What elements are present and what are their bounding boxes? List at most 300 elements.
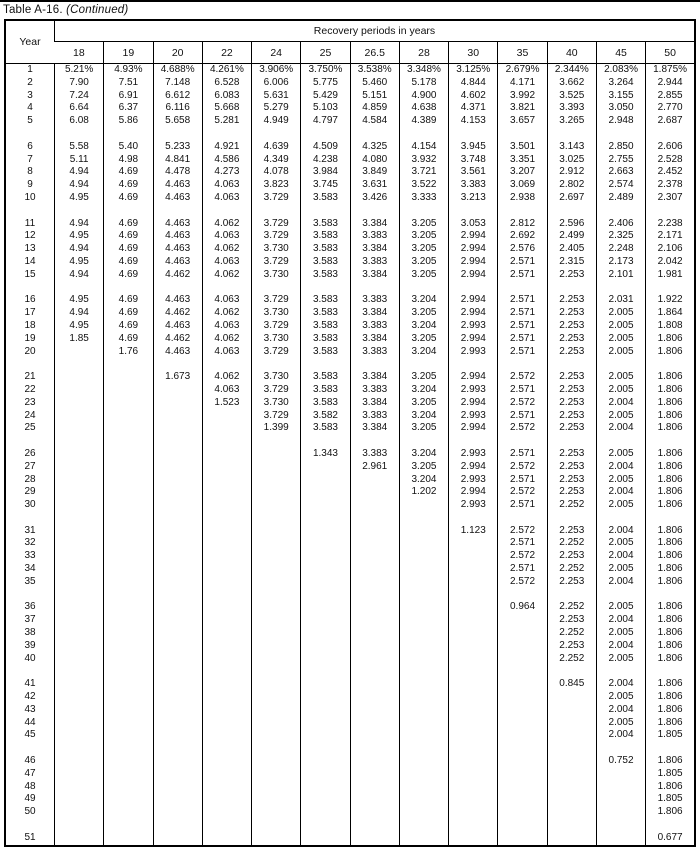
value-cell: 3.984 bbox=[301, 166, 350, 179]
spacer-cell bbox=[547, 358, 596, 371]
value-cell: 2.005 bbox=[596, 537, 645, 550]
value-cell bbox=[153, 499, 202, 512]
value-cell bbox=[350, 614, 399, 627]
table-row-year-43 bbox=[5, 704, 695, 717]
value-cell: 2.173 bbox=[596, 256, 645, 269]
spacer-cell bbox=[104, 665, 153, 678]
table-title bbox=[3, 4, 700, 16]
spacer-cell bbox=[596, 128, 645, 141]
value-cell: 2.005 bbox=[596, 653, 645, 666]
value-cell bbox=[301, 768, 350, 781]
table-row-year-16 bbox=[5, 294, 695, 307]
spacer-cell bbox=[547, 665, 596, 678]
value-cell: 2.993 bbox=[449, 410, 498, 423]
column-header-25: 25 bbox=[301, 42, 350, 64]
value-cell: 4.463 bbox=[153, 230, 202, 243]
value-cell bbox=[498, 640, 547, 653]
spacer-cell bbox=[646, 358, 695, 371]
value-cell: 4.900 bbox=[399, 90, 448, 103]
value-cell: 2.004 bbox=[596, 678, 645, 691]
value-cell bbox=[55, 640, 104, 653]
value-cell: 2.571 bbox=[498, 333, 547, 346]
value-cell bbox=[104, 550, 153, 563]
spacer-cell bbox=[55, 128, 104, 141]
value-cell: 2.571 bbox=[498, 410, 547, 423]
value-cell: 6.528 bbox=[202, 77, 251, 90]
value-cell: 2.253 bbox=[547, 474, 596, 487]
value-cell bbox=[153, 537, 202, 550]
spacer-cell bbox=[55, 512, 104, 525]
spacer-cell bbox=[449, 742, 498, 755]
value-cell bbox=[104, 768, 153, 781]
spacer-cell bbox=[498, 819, 547, 832]
value-cell bbox=[202, 691, 251, 704]
year-cell: 32 bbox=[24, 537, 36, 549]
value-cell bbox=[498, 614, 547, 627]
value-cell bbox=[350, 678, 399, 691]
value-cell bbox=[252, 640, 301, 653]
value-cell: 4.463 bbox=[153, 243, 202, 256]
spacer-cell bbox=[449, 128, 498, 141]
value-cell: 2.315 bbox=[547, 256, 596, 269]
value-cell: 3.204 bbox=[399, 410, 448, 423]
value-cell: 3.205 bbox=[399, 422, 448, 435]
value-cell: 6.612 bbox=[153, 90, 202, 103]
value-cell: 0.677 bbox=[646, 832, 695, 846]
value-cell bbox=[104, 563, 153, 576]
value-cell bbox=[350, 832, 399, 846]
depreciation-table bbox=[4, 19, 696, 847]
table-header bbox=[5, 20, 695, 64]
spacer-cell bbox=[449, 282, 498, 295]
spacer-cell bbox=[5, 665, 55, 678]
value-cell: 3.383 bbox=[350, 410, 399, 423]
value-cell: 5.11 bbox=[55, 154, 104, 167]
value-cell: 3.729 bbox=[252, 410, 301, 423]
table-row-year-1 bbox=[5, 64, 695, 77]
value-cell bbox=[350, 474, 399, 487]
spacer-cell bbox=[301, 589, 350, 602]
value-cell bbox=[153, 729, 202, 742]
value-cell: 4.841 bbox=[153, 154, 202, 167]
table-row-year-48 bbox=[5, 781, 695, 794]
value-cell: 3.932 bbox=[399, 154, 448, 167]
value-cell: 3.025 bbox=[547, 154, 596, 167]
value-cell: 5.281 bbox=[202, 115, 251, 128]
value-cell: 3.204 bbox=[399, 294, 448, 307]
value-cell bbox=[153, 806, 202, 819]
value-cell bbox=[301, 806, 350, 819]
value-cell bbox=[449, 755, 498, 768]
value-cell bbox=[55, 678, 104, 691]
value-cell: 3.204 bbox=[399, 320, 448, 333]
value-cell: 4.69 bbox=[104, 333, 153, 346]
value-cell: 5.775 bbox=[301, 77, 350, 90]
value-cell bbox=[399, 768, 448, 781]
value-cell: 3.205 bbox=[399, 243, 448, 256]
value-cell bbox=[399, 806, 448, 819]
value-cell: 2.253 bbox=[547, 550, 596, 563]
year-cell: 18 bbox=[24, 319, 36, 331]
value-cell: 1.808 bbox=[646, 320, 695, 333]
value-cell bbox=[104, 678, 153, 691]
value-cell bbox=[547, 729, 596, 742]
spacer-cell bbox=[5, 742, 55, 755]
value-cell bbox=[350, 486, 399, 499]
value-cell bbox=[252, 474, 301, 487]
value-cell bbox=[55, 537, 104, 550]
spacer-cell bbox=[153, 128, 202, 141]
value-cell: 2.253 bbox=[547, 397, 596, 410]
spacer-cell bbox=[399, 205, 448, 218]
value-cell: 2.850 bbox=[596, 141, 645, 154]
value-cell: 3.583 bbox=[301, 307, 350, 320]
year-cell: 34 bbox=[24, 563, 36, 575]
table-row-year-32 bbox=[5, 537, 695, 550]
value-cell bbox=[498, 729, 547, 742]
value-cell bbox=[301, 601, 350, 614]
value-cell bbox=[153, 461, 202, 474]
value-cell bbox=[498, 781, 547, 794]
value-cell: 7.24 bbox=[55, 90, 104, 103]
spacer-cell bbox=[202, 205, 251, 218]
value-cell: 1.806 bbox=[646, 755, 695, 768]
value-cell bbox=[547, 691, 596, 704]
value-cell bbox=[104, 832, 153, 846]
value-cell: 5.151 bbox=[350, 90, 399, 103]
year-cell: 16 bbox=[24, 294, 36, 306]
spacer-cell bbox=[55, 205, 104, 218]
value-cell: 3.155 bbox=[596, 90, 645, 103]
spacer-cell bbox=[301, 205, 350, 218]
value-cell bbox=[104, 729, 153, 742]
value-cell bbox=[252, 806, 301, 819]
value-cell bbox=[104, 627, 153, 640]
value-cell: 1.806 bbox=[646, 525, 695, 538]
value-cell bbox=[202, 832, 251, 846]
table-row-year-10 bbox=[5, 192, 695, 205]
value-cell bbox=[498, 704, 547, 717]
value-cell bbox=[399, 563, 448, 576]
year-cell: 45 bbox=[24, 729, 36, 741]
value-cell: 3.383 bbox=[350, 256, 399, 269]
value-cell bbox=[449, 704, 498, 717]
spacer-cell bbox=[5, 358, 55, 371]
value-cell: 2.307 bbox=[646, 192, 695, 205]
value-cell bbox=[399, 691, 448, 704]
value-cell bbox=[399, 781, 448, 794]
value-cell bbox=[55, 371, 104, 384]
value-cell: 5.233 bbox=[153, 141, 202, 154]
value-cell: 4.69 bbox=[104, 294, 153, 307]
spacer-cell bbox=[252, 358, 301, 371]
table-title-main: Table A-16. bbox=[3, 4, 63, 16]
value-cell: 3.748 bbox=[449, 154, 498, 167]
value-cell bbox=[153, 755, 202, 768]
value-cell: 2.031 bbox=[596, 294, 645, 307]
spacer-cell bbox=[5, 282, 55, 295]
value-cell: 2.571 bbox=[498, 346, 547, 359]
value-cell: 2.571 bbox=[498, 269, 547, 282]
value-cell bbox=[153, 525, 202, 538]
table-row-year-24 bbox=[5, 410, 695, 423]
value-cell: 3.583 bbox=[301, 333, 350, 346]
value-cell: 3.657 bbox=[498, 115, 547, 128]
value-cell: 3.730 bbox=[252, 307, 301, 320]
spacer-cell bbox=[252, 665, 301, 678]
spacer-cell bbox=[5, 819, 55, 832]
spacer-cell bbox=[547, 819, 596, 832]
spacer-cell bbox=[399, 589, 448, 602]
year-cell: 40 bbox=[24, 652, 36, 664]
value-cell: 4.063 bbox=[202, 346, 251, 359]
table-row-year-44 bbox=[5, 717, 695, 730]
value-cell: 6.91 bbox=[104, 90, 153, 103]
year-cell: 1 bbox=[27, 64, 33, 75]
value-cell: 3.729 bbox=[252, 230, 301, 243]
value-cell: 1.202 bbox=[399, 486, 448, 499]
value-cell bbox=[301, 461, 350, 474]
value-cell: 3.204 bbox=[399, 384, 448, 397]
value-cell: 2.993 bbox=[449, 346, 498, 359]
value-cell bbox=[202, 627, 251, 640]
value-cell: 2.572 bbox=[498, 371, 547, 384]
spacer-cell bbox=[399, 435, 448, 448]
value-cell: 4.94 bbox=[55, 179, 104, 192]
value-cell: 2.378 bbox=[646, 179, 695, 192]
year-cell: 5 bbox=[27, 115, 33, 127]
table-row-year-42 bbox=[5, 691, 695, 704]
header-group-row bbox=[5, 20, 695, 42]
spacer-cell bbox=[350, 435, 399, 448]
value-cell: 2.994 bbox=[449, 422, 498, 435]
value-cell: 2.042 bbox=[646, 256, 695, 269]
value-cell: 3.721 bbox=[399, 166, 448, 179]
spacer-cell bbox=[399, 512, 448, 525]
spacer-cell bbox=[104, 128, 153, 141]
table-row-year-37 bbox=[5, 614, 695, 627]
spacer-cell bbox=[350, 819, 399, 832]
value-cell: 4.062 bbox=[202, 269, 251, 282]
value-cell bbox=[252, 614, 301, 627]
value-cell: 2.005 bbox=[596, 499, 645, 512]
table-row-year-36 bbox=[5, 601, 695, 614]
value-cell bbox=[301, 537, 350, 550]
value-cell bbox=[449, 601, 498, 614]
year-cell: 47 bbox=[24, 767, 36, 779]
spacer-row bbox=[5, 665, 695, 678]
table-row-year-26 bbox=[5, 448, 695, 461]
value-cell: 5.658 bbox=[153, 115, 202, 128]
value-cell: 3.207 bbox=[498, 166, 547, 179]
value-cell bbox=[449, 678, 498, 691]
value-cell: 2.253 bbox=[547, 410, 596, 423]
value-cell bbox=[350, 563, 399, 576]
value-cell: 1.864 bbox=[646, 307, 695, 320]
value-cell: 2.574 bbox=[596, 179, 645, 192]
value-cell: 5.21% bbox=[55, 64, 104, 77]
value-cell bbox=[104, 640, 153, 653]
spacer-cell bbox=[104, 358, 153, 371]
value-cell: 2.005 bbox=[596, 627, 645, 640]
value-cell: 1.806 bbox=[646, 333, 695, 346]
value-cell bbox=[104, 537, 153, 550]
value-cell bbox=[399, 550, 448, 563]
value-cell bbox=[55, 704, 104, 717]
value-cell bbox=[202, 601, 251, 614]
value-cell bbox=[399, 793, 448, 806]
value-cell: 5.279 bbox=[252, 102, 301, 115]
value-cell: 3.204 bbox=[399, 474, 448, 487]
table-row-year-27 bbox=[5, 461, 695, 474]
value-cell: 3.992 bbox=[498, 90, 547, 103]
value-cell: 1.806 bbox=[646, 576, 695, 589]
value-cell bbox=[350, 550, 399, 563]
value-cell: 4.171 bbox=[498, 77, 547, 90]
value-cell: 6.08 bbox=[55, 115, 104, 128]
value-cell: 2.572 bbox=[498, 576, 547, 589]
value-cell: 2.253 bbox=[547, 640, 596, 653]
value-cell: 2.571 bbox=[498, 499, 547, 512]
spacer-cell bbox=[252, 205, 301, 218]
value-cell bbox=[104, 704, 153, 717]
value-cell: 2.571 bbox=[498, 537, 547, 550]
spacer-cell bbox=[202, 282, 251, 295]
year-cell: 44 bbox=[24, 716, 36, 728]
value-cell bbox=[399, 627, 448, 640]
value-cell bbox=[202, 717, 251, 730]
value-cell bbox=[449, 640, 498, 653]
value-cell: 5.40 bbox=[104, 141, 153, 154]
value-cell: 2.938 bbox=[498, 192, 547, 205]
value-cell: 3.945 bbox=[449, 141, 498, 154]
value-cell: 3.143 bbox=[547, 141, 596, 154]
value-cell bbox=[252, 601, 301, 614]
spacer-cell bbox=[596, 589, 645, 602]
table-row-year-30 bbox=[5, 499, 695, 512]
value-cell: 4.238 bbox=[301, 154, 350, 167]
value-cell bbox=[301, 640, 350, 653]
year-cell: 31 bbox=[24, 524, 36, 536]
value-cell bbox=[55, 793, 104, 806]
value-cell: 3.730 bbox=[252, 269, 301, 282]
value-cell bbox=[498, 832, 547, 846]
value-cell: 3.205 bbox=[399, 461, 448, 474]
value-cell: 2.253 bbox=[547, 346, 596, 359]
value-cell bbox=[104, 691, 153, 704]
value-cell bbox=[449, 563, 498, 576]
value-cell: 4.063 bbox=[202, 294, 251, 307]
value-cell: 4.69 bbox=[104, 230, 153, 243]
value-cell: 1.806 bbox=[646, 371, 695, 384]
value-cell: 4.080 bbox=[350, 154, 399, 167]
value-cell bbox=[153, 640, 202, 653]
spacer-cell bbox=[5, 205, 55, 218]
spacer-cell bbox=[202, 358, 251, 371]
spacer-row bbox=[5, 512, 695, 525]
spacer-cell bbox=[596, 742, 645, 755]
value-cell: 3.125% bbox=[449, 64, 498, 77]
value-cell: 4.463 bbox=[153, 256, 202, 269]
value-cell bbox=[104, 384, 153, 397]
spacer-cell bbox=[55, 358, 104, 371]
spacer-cell bbox=[350, 512, 399, 525]
spacer-cell bbox=[350, 358, 399, 371]
value-cell: 2.994 bbox=[449, 461, 498, 474]
spacer-cell bbox=[252, 435, 301, 448]
value-cell bbox=[547, 793, 596, 806]
spacer-cell bbox=[399, 358, 448, 371]
value-cell bbox=[55, 550, 104, 563]
year-cell: 23 bbox=[24, 396, 36, 408]
spacer-cell bbox=[449, 512, 498, 525]
value-cell bbox=[55, 499, 104, 512]
value-cell: 4.063 bbox=[202, 256, 251, 269]
value-cell bbox=[104, 653, 153, 666]
value-cell: 6.116 bbox=[153, 102, 202, 115]
value-cell: 1.806 bbox=[646, 653, 695, 666]
value-cell: 2.948 bbox=[596, 115, 645, 128]
value-cell: 4.69 bbox=[104, 243, 153, 256]
value-cell: 3.333 bbox=[399, 192, 448, 205]
value-cell: 2.005 bbox=[596, 410, 645, 423]
value-cell bbox=[301, 576, 350, 589]
value-cell bbox=[596, 768, 645, 781]
value-cell: 3.393 bbox=[547, 102, 596, 115]
year-cell: 30 bbox=[24, 499, 36, 511]
value-cell: 2.004 bbox=[596, 422, 645, 435]
value-cell: 4.062 bbox=[202, 333, 251, 346]
value-cell: 2.252 bbox=[547, 537, 596, 550]
value-cell bbox=[449, 653, 498, 666]
value-cell bbox=[252, 781, 301, 794]
table-row-year-5 bbox=[5, 115, 695, 128]
year-cell: 50 bbox=[24, 806, 36, 818]
spacer-cell bbox=[498, 358, 547, 371]
table-row-year-40 bbox=[5, 653, 695, 666]
value-cell: 2.855 bbox=[646, 90, 695, 103]
value-cell: 2.005 bbox=[596, 371, 645, 384]
spacer-cell bbox=[449, 819, 498, 832]
value-cell: 1.806 bbox=[646, 717, 695, 730]
value-cell bbox=[596, 806, 645, 819]
value-cell bbox=[202, 640, 251, 653]
spacer-cell bbox=[301, 742, 350, 755]
column-header-20: 20 bbox=[153, 42, 202, 64]
value-cell bbox=[55, 397, 104, 410]
value-cell: 2.253 bbox=[547, 525, 596, 538]
value-cell bbox=[301, 755, 350, 768]
value-cell: 3.583 bbox=[301, 397, 350, 410]
value-cell bbox=[350, 576, 399, 589]
value-cell bbox=[55, 806, 104, 819]
spacer-cell bbox=[104, 589, 153, 602]
spacer-cell bbox=[498, 742, 547, 755]
value-cell: 4.261% bbox=[202, 64, 251, 77]
spacer-cell bbox=[202, 512, 251, 525]
value-cell: 2.253 bbox=[547, 576, 596, 589]
year-cell: 41 bbox=[24, 678, 36, 690]
value-cell: 3.205 bbox=[399, 307, 448, 320]
year-cell: 42 bbox=[24, 691, 36, 703]
value-cell bbox=[252, 576, 301, 589]
value-cell bbox=[252, 755, 301, 768]
value-cell: 3.050 bbox=[596, 102, 645, 115]
year-cell: 2 bbox=[27, 76, 33, 88]
value-cell: 2.571 bbox=[498, 563, 547, 576]
value-cell bbox=[202, 781, 251, 794]
value-cell bbox=[153, 691, 202, 704]
